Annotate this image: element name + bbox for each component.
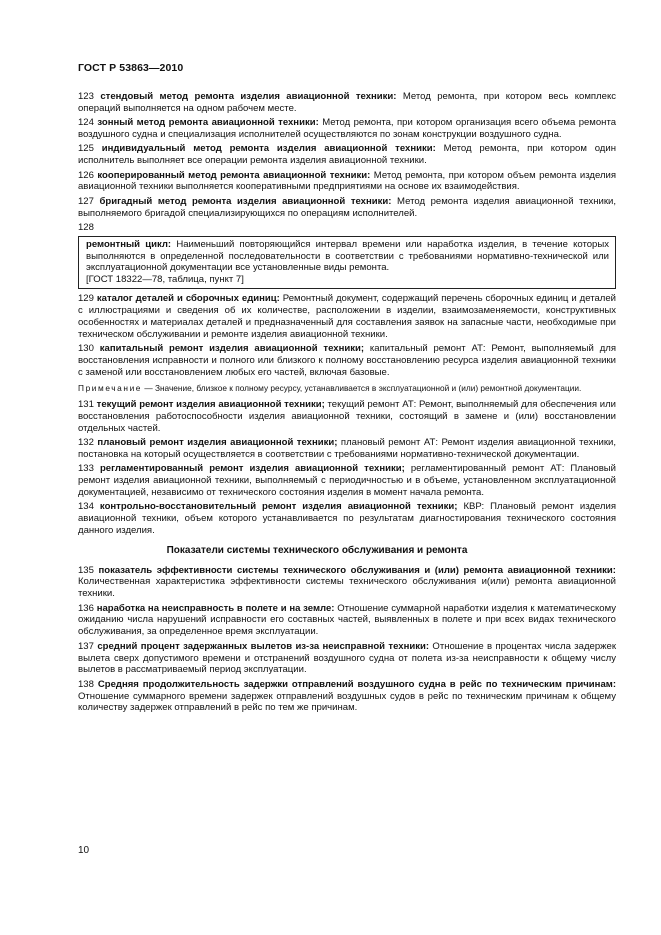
term-entry-129: 129 каталог деталей и сборочных единиц: Ремонтный документ, содержащий перечень сборочных единиц и деталей с иллюстрациями и сведения об их количестве, расположении в изделии, взаимозаменяемости, конструктивных особенностях и материалах деталей и предназначенный для составления заявок на запасные части, необходимые при техническом обслуживании и ремонте изделия авиационной техники. [78,293,616,340]
term-entry-130: 130 капитальный ремонт изделия авиационной техники; капитальный ремонт АТ: Ремонт, выполняемый для восстановления исправности и полного или близкого к полному восстановлению ресурса изделия авиационной техники с заменой или восстановлением любых его частей, включая базовые. [78,343,617,378]
term-entry-123: 123 стендовый метод ремонта изделия авиационной техники: Метод ремонта, при котором весь комплекс операций выполняется на одном рабочем месте. [78,91,616,114]
term-entry-126: 126 кооперированный метод ремонта авиационной техники: Метод ремонта, при котором объем ремонта изделия авиационной техники выполняется кооперативными предприятиями на основе их взаимодействия. [78,169,617,193]
term-entry-134: 134 контрольно-восстановительный ремонт изделия авиационной техники; КВР: Плановый ремонт изделия авиационной техники, объем которого устанавливается по результатам диагностирования технического состояния данного изделия. [78,501,616,536]
note-text: — Значение, близкое к полному ресурсу, устанавливается в эксплуатационной и (или) ремонтной документации. [144,382,582,393]
document-header: ГОСТ Р 53863—2010 [78,62,184,74]
term-entry-128-box: ремонтный цикл: Наименьший повторяющийся интервал времени или наработка изделия, в течение которых выполняются в определенной последовательности в соответствии с требованиями нормативно-технической или эксплуатационной документации все установленные виды ремонта. [ГОСТ 18322—78, таблица, пункт 7] [78,236,616,289]
section-heading: Показатели системы технического обслуживания и ремонта [166,544,468,556]
note [78,383,616,393]
term-entry-127: 127 бригадный метод ремонта изделия авиационной техники: Метод ремонта изделия авиационной техники, выполняемого бригадой специализирующихся по операциям исполнителей. [78,195,617,219]
term-entry-138: 138 Средняя продолжительность задержки отправлений воздушного судна в рейс по техническим причинам: Отношение суммарного времени задержек отправлений воздушных судов в рейс по техническим причинам к общему количеству задержек отправлений в рейс по тем же причинам. [78,678,616,714]
term-entry-132: 132 плановый ремонт изделия авиационной техники; плановый ремонт АТ: Ремонт изделия авиационной техники, постановка на который осуществляется в соответствии с требованиями нормативно-технической документации. [78,437,617,460]
term-entry-136: 136 наработка на неисправность в полете и на земле: Отношение суммарной наработки изделия к математическому ожиданию числа нарушений исправности его составных частей, выявленных в полете и при всех видах технического обслуживания, за определенное время эксплуатации. [78,602,617,638]
term-entry-124: 124 зонный метод ремонта авиационной техники: Метод ремонта, при котором организация всего объема ремонта воздушного судна и специализация исполнителей осуществляются по зонам конструкции воздушного судна. [78,117,617,141]
reference-source: [ГОСТ 18322—78, таблица, пункт 7] [86,274,244,286]
term-entry-131: 131 текущий ремонт изделия авиационной техники; текущий ремонт АТ: Ремонт, выполняемый для обеспечения или восстановления работоспособности изделия авиационной техники, состоящий в замене и (или) восстановлении отдельных частей. [78,398,616,434]
term-entry-125: 125 индивидуальный метод ремонта изделия авиационной техники: Метод ремонта, при котором один исполнитель выполняет все операции ремонта изделия авиационной техники. [78,143,616,167]
term-entry-137: 137 средний процент задержанных вылетов из-за неисправной техники: Отношение в процентах числа задержек вылета сверх допустимого времени и отстранений воздушного судна от полета из-за неисправности к общему числу вылетов в рассматриваемый период эксплуатации. [78,640,617,676]
term-entry-135: 135 показатель эффективности системы технического обслуживания и (или) ремонта авиационной техники: Количественная характеристика эффективности системы технического обслуживания и(или) ремонта авиационной техники. [78,564,616,600]
term-entry-128-number: 128 [78,221,94,233]
note-label: Примечание [78,382,143,393]
document-body [78,91,616,717]
term-entry-133: 133 регламентированный ремонт изделия авиационной техники; регламентированный ремонт АТ: Плановый ремонт изделия авиационной техники, выполняемый с периодичностью и в объеме, установленном эксплуатационной документацией, независимо от технического состояния изделия в момент начала ремонта. [78,463,616,498]
page-number: 10 [78,845,90,856]
